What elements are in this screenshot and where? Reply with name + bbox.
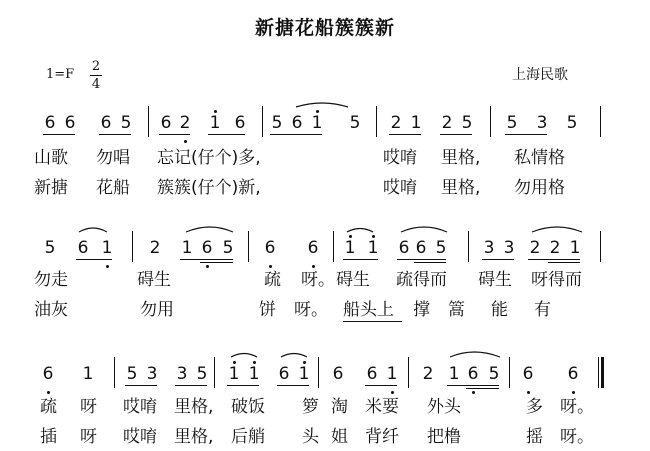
- lyric-verse-2: 呀。: [294, 300, 328, 320]
- barline: [600, 231, 601, 262]
- low-octave-dot: [527, 391, 530, 394]
- lyric-verse-1: 疏: [264, 270, 281, 290]
- note: 1: [410, 113, 422, 133]
- low-octave-dot: [206, 265, 209, 268]
- note: 5: [222, 238, 234, 258]
- beam: [200, 262, 233, 263]
- lyric-verse-2: 里格,: [441, 178, 481, 198]
- song-title: 新搪花船簇簇新: [254, 17, 395, 39]
- slur: [450, 352, 500, 357]
- low-octave-dot: [572, 391, 575, 394]
- note: 1: [298, 364, 310, 384]
- note: 6: [234, 113, 246, 133]
- low-octave-dot: [391, 391, 394, 394]
- slur: [347, 229, 373, 233]
- note: 1: [209, 113, 221, 133]
- lyric-verse-1: 里格,: [174, 397, 214, 417]
- lyric-verse-2: 有: [534, 300, 551, 320]
- note: 1: [248, 364, 260, 384]
- note: 2: [149, 238, 161, 258]
- note: 6: [278, 364, 290, 384]
- note: 6: [100, 113, 112, 133]
- note: 6: [44, 113, 56, 133]
- note: 1: [344, 238, 356, 258]
- lyric-verse-2: 油灰: [34, 300, 68, 320]
- note: 2: [549, 238, 561, 258]
- note: 1: [82, 364, 94, 384]
- lyric-verse-2: 撑: [413, 300, 430, 320]
- lyric-verse-1: 忘记(仔个)多,: [157, 148, 261, 168]
- lyric-verse-1: 多: [526, 397, 543, 417]
- note: 2: [422, 364, 434, 384]
- lyric-verse-1: 呀。: [560, 397, 594, 417]
- note: 1: [569, 238, 581, 258]
- lyric-verse-1: 外头: [427, 397, 461, 417]
- lyric-verse-2: 呀。: [560, 427, 594, 447]
- note: 5: [461, 113, 473, 133]
- lyric-verse-1: 破饭: [231, 397, 265, 417]
- high-octave-dot: [253, 361, 256, 364]
- lyric-verse-2: 摇: [526, 427, 543, 447]
- beam: [414, 262, 446, 263]
- slur: [79, 228, 107, 232]
- note: 3: [483, 238, 495, 258]
- note: 6: [522, 364, 534, 384]
- note: 5: [488, 364, 500, 384]
- lyric-verse-2: 头: [302, 427, 319, 447]
- barline: [214, 357, 215, 388]
- lyric-verse-1: 勿唱: [96, 148, 130, 168]
- barline: [600, 106, 601, 137]
- lyric-verse-1: 箩: [302, 397, 319, 417]
- song-source: 上海民歌: [512, 67, 568, 83]
- low-octave-dot: [184, 140, 187, 143]
- note: 1: [367, 238, 379, 258]
- note: 1: [101, 238, 113, 258]
- beam: [389, 134, 421, 135]
- lyric-verse-2: 能: [491, 300, 508, 320]
- note: 6: [398, 238, 410, 258]
- time-signature: [90, 58, 102, 93]
- note: 3: [536, 113, 548, 133]
- time-signature-bottom: 4: [91, 77, 101, 92]
- beam: [440, 134, 472, 135]
- barline: [148, 106, 149, 137]
- note: 6: [64, 113, 76, 133]
- beam: [175, 385, 207, 386]
- barline: [333, 231, 334, 262]
- barline: [490, 106, 491, 137]
- note: 6: [567, 364, 579, 384]
- beam: [277, 385, 309, 386]
- note: 1: [386, 364, 398, 384]
- note: 1: [228, 364, 240, 384]
- low-octave-dot: [472, 391, 475, 394]
- note: 6: [264, 238, 276, 258]
- lyric-verse-2: 里格,: [174, 427, 214, 447]
- note: 3: [503, 238, 515, 258]
- beam: [447, 385, 499, 386]
- note: 5: [566, 113, 578, 133]
- lyric-verse-2: 篙: [448, 300, 465, 320]
- slur: [186, 227, 233, 232]
- beam: [397, 259, 446, 260]
- beam: [365, 385, 397, 386]
- note: 6: [415, 238, 427, 258]
- key-signature: 1=F: [46, 67, 75, 82]
- note: 5: [126, 364, 138, 384]
- beam: [548, 262, 580, 263]
- note: 5: [349, 113, 361, 133]
- slur: [281, 354, 307, 358]
- beam: [76, 259, 112, 260]
- note: 1: [181, 238, 193, 258]
- note: 3: [176, 364, 188, 384]
- beam: [482, 259, 514, 260]
- lyric-verse-2: 饼: [259, 300, 276, 320]
- lyric-verse-2: 姐: [331, 427, 348, 447]
- lyric-verse-1: 山歌: [34, 148, 68, 168]
- note: 5: [44, 238, 56, 258]
- barline: [318, 357, 319, 388]
- lyric-verse-2: 呀: [80, 427, 97, 447]
- lyric-verse-2: 船头上: [343, 300, 394, 320]
- barline: [262, 106, 263, 137]
- barline: [509, 357, 510, 388]
- lyric-verse-1: 呀。: [301, 270, 335, 290]
- low-octave-dot: [269, 265, 272, 268]
- low-octave-dot: [106, 265, 109, 268]
- beam: [208, 134, 245, 135]
- note: 6: [366, 364, 378, 384]
- high-octave-dot: [316, 110, 319, 113]
- beam: [159, 134, 190, 135]
- lyric-verse-2: 插: [40, 427, 57, 447]
- lyric-verse-2: 哎唷: [123, 427, 157, 447]
- note: 3: [146, 364, 158, 384]
- barline: [468, 231, 469, 262]
- final-barline: [598, 357, 599, 388]
- lyric-verse-1: 呀得而: [531, 270, 582, 290]
- high-octave-dot: [214, 110, 217, 113]
- slur: [296, 103, 348, 107]
- high-octave-dot: [303, 361, 306, 364]
- lyric-underline: [343, 321, 402, 322]
- note: 6: [77, 238, 89, 258]
- lyric-verse-2: 背纤: [365, 427, 399, 447]
- beam: [43, 134, 75, 135]
- note: 2: [441, 113, 453, 133]
- beam: [227, 385, 259, 386]
- note: 6: [160, 113, 172, 133]
- lyric-verse-1: 哎唷: [123, 397, 157, 417]
- beam: [505, 134, 547, 135]
- lyric-verse-1: 里格,: [441, 148, 481, 168]
- lyric-verse-1: 碍生: [137, 270, 171, 290]
- low-octave-dot: [312, 265, 315, 268]
- lyric-verse-2: 新搪: [34, 178, 68, 198]
- note: 5: [120, 113, 132, 133]
- high-octave-dot: [349, 235, 352, 238]
- beam: [99, 134, 131, 135]
- lyric-verse-1: 私情格: [514, 148, 565, 168]
- note: 6: [201, 238, 213, 258]
- lyric-verse-2: 花船: [96, 178, 130, 198]
- barline: [132, 231, 133, 262]
- note: 5: [435, 238, 447, 258]
- high-octave-dot: [372, 235, 375, 238]
- slur: [532, 227, 582, 232]
- note: 6: [42, 364, 54, 384]
- note: 6: [467, 364, 479, 384]
- note: 1: [311, 113, 323, 133]
- note: 6: [307, 238, 319, 258]
- lyric-verse-1: 米要: [365, 397, 399, 417]
- note: 6: [291, 113, 303, 133]
- final-barline: [601, 357, 604, 388]
- lyric-verse-1: 勿走: [34, 270, 68, 290]
- beam: [466, 388, 499, 389]
- barline: [376, 106, 377, 137]
- lyric-verse-1: 哎唷: [383, 148, 417, 168]
- note: 2: [529, 238, 541, 258]
- lyric-verse-1: 疏得而: [396, 270, 447, 290]
- beam: [270, 134, 322, 135]
- time-signature-top: 2: [91, 59, 101, 74]
- note: 5: [506, 113, 518, 133]
- lyric-verse-1: 疏: [40, 397, 57, 417]
- lyric-verse-1: 淘: [331, 397, 348, 417]
- barline: [248, 231, 249, 262]
- note: 2: [390, 113, 402, 133]
- lyric-verse-1: 呀: [80, 397, 97, 417]
- lyric-verse-2: 勿用格: [514, 178, 565, 198]
- slur: [231, 354, 257, 358]
- lyric-verse-1: 碍生: [478, 270, 512, 290]
- lyric-verse-1: 碍生: [336, 270, 370, 290]
- barline: [114, 357, 115, 388]
- note: 1: [448, 364, 460, 384]
- beam: [125, 385, 157, 386]
- barline: [408, 357, 409, 388]
- beam: [180, 259, 233, 260]
- high-octave-dot: [233, 361, 236, 364]
- lyric-verse-2: 后艄: [231, 427, 265, 447]
- slur: [401, 227, 447, 232]
- note: 5: [196, 364, 208, 384]
- lyric-verse-2: 簇簇(仔个)新,: [157, 178, 261, 198]
- beam: [343, 259, 378, 260]
- lyric-verse-2: 把橹: [427, 427, 461, 447]
- lyric-verse-2: 勿用: [140, 300, 174, 320]
- beam: [528, 259, 580, 260]
- note: 2: [179, 113, 191, 133]
- note: 5: [271, 113, 283, 133]
- note: 6: [332, 364, 344, 384]
- lyric-verse-2: 哎唷: [383, 178, 417, 198]
- low-octave-dot: [47, 391, 50, 394]
